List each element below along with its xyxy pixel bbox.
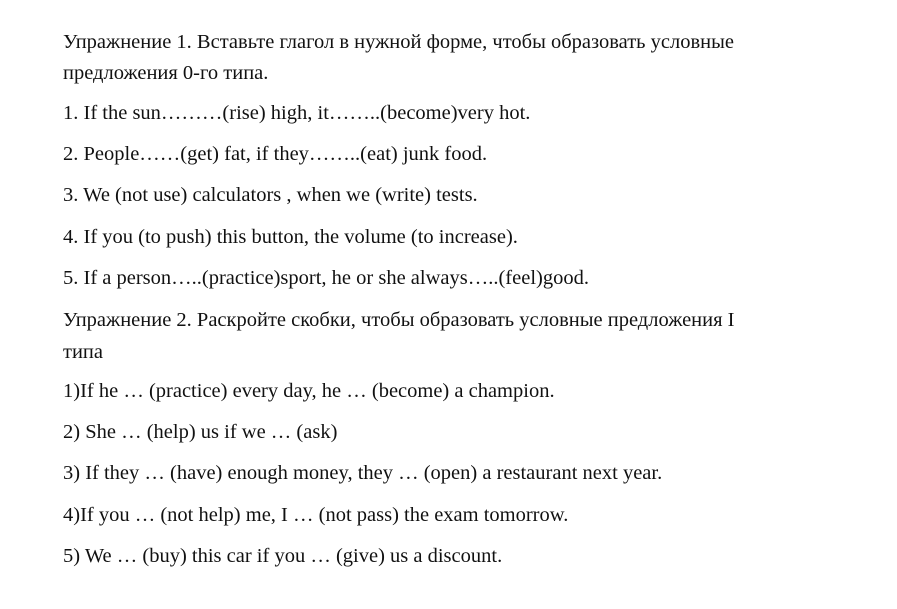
exercise-1-item: 2. People……(get) fat, if they……..(eat) junk food. (63, 143, 488, 165)
exercise-1-heading: Упражнение 1. Вставьте глагол в нужной форме, чтобы образовать условные (63, 31, 734, 53)
exercise-2-heading-continuation: типа (63, 341, 103, 363)
exercise-2-item: 3) If they … (have) enough money, they … (open) a restaurant next year. (63, 462, 663, 484)
exercise-1-item: 3. We (not use) calculators , when we (write) tests. (63, 184, 478, 206)
exercise-2-heading: Упражнение 2. Раскройте скобки, чтобы образовать условные предложения I (63, 309, 735, 331)
exercise-2-item: 4)If you … (not help) me, I … (not pass) the exam tomorrow. (63, 504, 569, 526)
exercise-1-item: 5. If a person…..(practice)sport, he or she always…..(feel)good. (63, 267, 589, 289)
exercise-1-item: 1. If the sun………(rise) high, it……..(become)very hot. (63, 102, 531, 124)
exercise-2-item: 2) She … (help) us if we … (ask) (63, 421, 338, 443)
exercise-1-heading-continuation: предложения 0-го типа. (63, 62, 269, 84)
exercise-2-item: 5) We … (buy) this car if you … (give) us a discount. (63, 545, 503, 567)
exercise-2-item: 1)If he … (practice) every day, he … (become) a champion. (63, 380, 555, 402)
exercise-1-item: 4. If you (to push) this button, the volume (to increase). (63, 226, 518, 248)
